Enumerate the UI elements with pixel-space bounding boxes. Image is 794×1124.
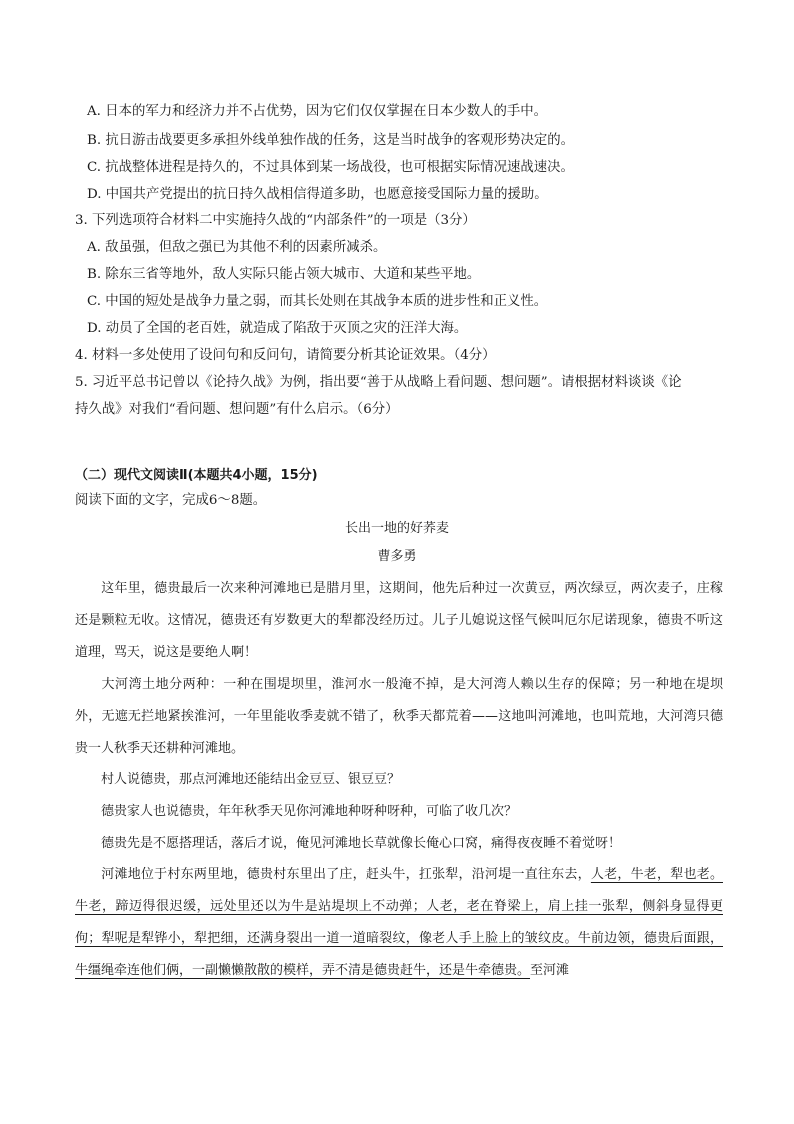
story-paragraph-3: 村人说德贵，那点河滩地还能结出金豆豆、银豆豆？ xyxy=(101,772,401,787)
underlined-passage: 人老，牛老，犁也老。牛老，蹄迈得很迟缓，远处里还以为牛是站堤坝上不动弹；人老，老在脊梁上，肩上挂一张犁，侧斜身显得更佝；犁呢是犁铧小，犁把细，还满身裂出一道一道暗裂纹，像老人手上脸上的皱纹皮。牛前边领，德贵后面跟，牛缰绳牵连他们俩，一副懒懒散散的模样，弄不清是德贵赶牛，还是牛牵德贵。 xyxy=(75,867,723,978)
q3-option-d: D. 动员了全国的老百姓，就造成了陷敌于灭顶之灾的汪洋大海。 xyxy=(87,321,468,336)
story-paragraph-2: 大河湾土地分两种：一种在围堤坝里，淮河水一般淹不掉，是大河湾人赖以生存的保障；另一种地在堤坝外，无遮无拦地紧挨淮河，一年里能收季麦就不错了，秋季天都荒着——这地叫河滩地，也叫荒地，大河湾只德贵一人秋季天还耕种河滩地。 xyxy=(75,677,723,756)
q2-option-b: B. 抗日游击战要更多承担外线单独作战的任务，这是当时战争的客观形势决定的。 xyxy=(87,133,575,148)
q3-stem: 3. 下列选项符合材料二中实施持久战的“内部条件”的一项是（3分） xyxy=(75,213,476,228)
story-paragraph-5: 德贵先是不愿搭理话，落后才说，俺见河滩地长草就像长俺心口窝，痛得夜夜睡不着觉呀！ xyxy=(101,836,622,851)
q5-stem-line2: 持久战》对我们“看问题、想问题”有什么启示。（6分） xyxy=(75,402,399,417)
q3-option-a: A. 敌虽强，但敌之强已为其他不利的因素所减杀。 xyxy=(87,240,387,255)
story-title: 长出一地的好荞麦 xyxy=(344,521,449,536)
section-heading: （二）现代文阅读Ⅱ(本题共4小题，15分) xyxy=(75,468,318,483)
section-instruction: 阅读下面的文字，完成6～8题。 xyxy=(75,493,267,508)
q5-stem-line1: 5. 习近平总书记曾以《论持久战》为例，指出要“善于从战略上看问题、想问题”。请根据材料谈谈《论 xyxy=(75,375,682,390)
story-paragraph-6: 河滩地位于村东两里地，德贵村东里出了庄，赶头牛，扛张犁，沿河堤一直往东去，人老，牛老，犁也老。牛老，蹄迈得很迟缓，远处里还以为牛是站堤坝上不动弹；人老，老在脊梁上，肩上挂一张犁，侧斜身显得更佝；犁呢是犁铧小，犁把细，还满身裂出一道一道暗裂纹，像老人手上脸上的皱纹皮。牛前边领，德贵后面跟，牛缰绳牵连他们俩，一副懒懒散散的模样，弄不清是德贵赶牛，还是牛牵德贵。至河滩 xyxy=(75,867,723,978)
q2-option-a: A. 日本的军力和经济力并不占优势，因为它们仅仅掌握在日本少数人的手中。 xyxy=(87,104,548,119)
q3-option-c: C. 中国的短处是战争力量之弱，而其长处则在其战争本质的进步性和正义性。 xyxy=(87,294,548,309)
story-author: 曹多勇 xyxy=(377,549,417,564)
q2-option-c: C. 抗战整体进程是持久的，不过具体到某一场战役，也可根据实际情况速战速决。 xyxy=(87,160,574,175)
story-paragraph-4: 德贵家人也说德贵，年年秋季天见你河滩地种呀种呀种，可临了收几次？ xyxy=(101,804,518,819)
q2-option-d: D. 中国共产党提出的抗日持久战相信得道多助，也愿意接受国际力量的援助。 xyxy=(87,187,548,202)
q4-stem: 4. 材料一多处使用了设问句和反问句，请简要分析其论证效果。（4分） xyxy=(75,348,496,363)
story-paragraph-1: 这年里，德贵最后一次来种河滩地已是腊月里，这期间，他先后种过一次黄豆，两次绿豆，两次麦子，庄稼还是颗粒无收。这情况，德贵还有岁数更大的犁都没经历过。儿子儿媳说这怪气候叫厄尔尼诺现象，德贵不听这道理，骂天，说这是要绝人啊！ xyxy=(75,581,723,660)
q3-option-b: B. 除东三省等地外，敌人实际只能占领大城市、大道和某些平地。 xyxy=(87,267,481,282)
